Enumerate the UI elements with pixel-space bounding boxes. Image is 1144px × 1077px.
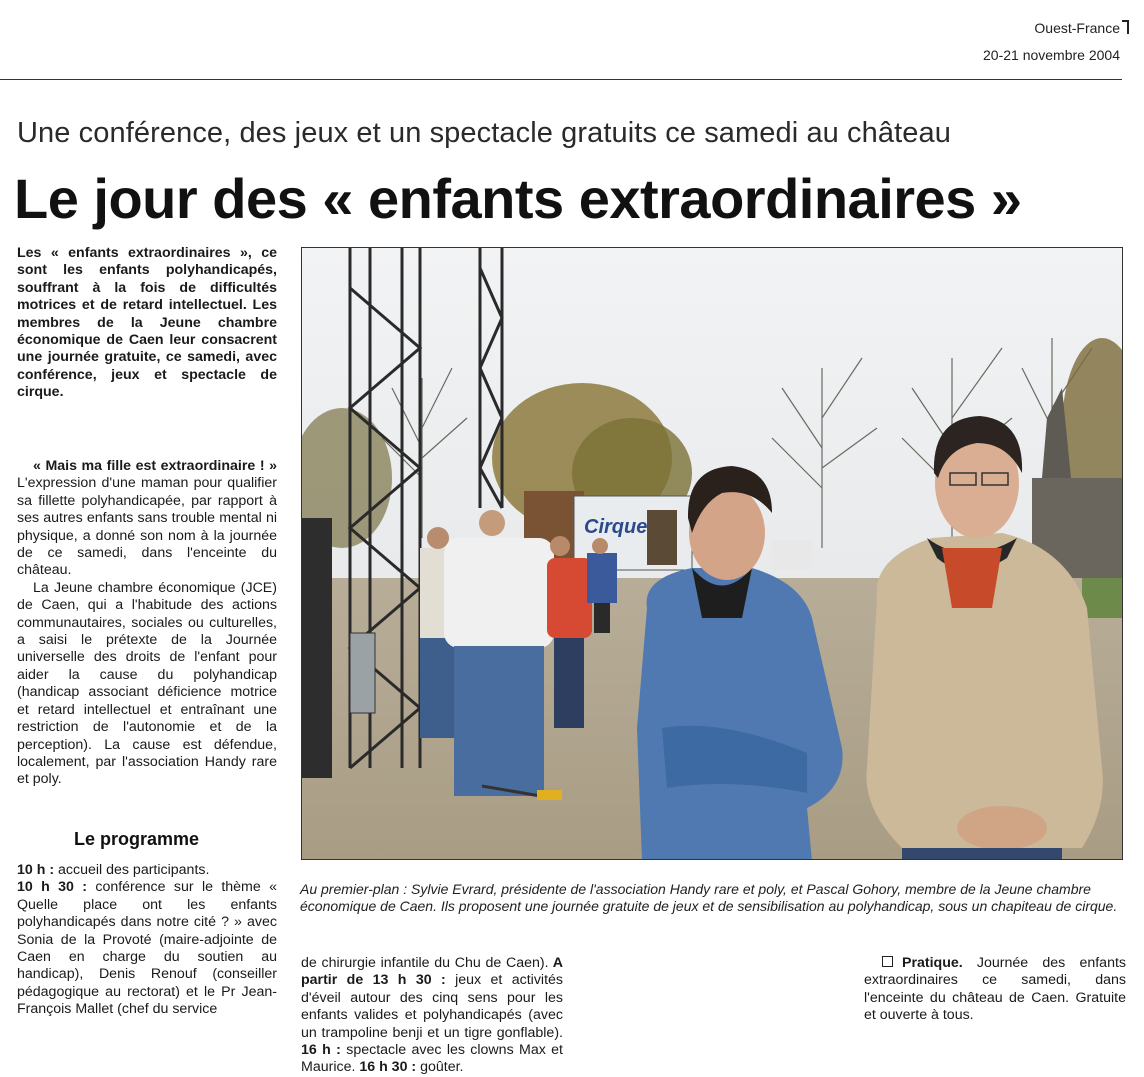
time-16h30: 16 h 30 : bbox=[355, 1059, 417, 1076]
pratique-label: Pratique. bbox=[902, 955, 963, 971]
time-16h: 16 h : bbox=[301, 1042, 341, 1059]
time-10h: 10 h : bbox=[17, 862, 55, 878]
body-paragraph-1 bbox=[17, 458, 277, 580]
programme-item-3: jeux et activités d'éveil autour des cinq sens pour les enfants valides et polyhandicapés (avec un trampoline benji et un tigre gonflable). bbox=[301, 972, 564, 1041]
body-paragraph-2: La Jeune chambre économique (JCE) de Caen, qui a l'habitude des actions communautaires, sociales ou culturelles, a saisi le prétexte de la Journée universelle des droits de l'enfant pour aider la cause du polyhandicap (handicap associant déficience motrice et retard intellectuel et entraînant une restriction de l'autonomie et de la perception). La cause est défendue, localement, par l'association Handy rare et poly. bbox=[17, 579, 277, 788]
article-headline: Le jour des « enfants extraordinaires » bbox=[14, 167, 1022, 230]
programme-item-4: spectacle avec les clowns Max et Maurice. bbox=[301, 1042, 563, 1076]
quote-lead: « Mais ma fille est extraordinaire ! » bbox=[33, 458, 277, 474]
programme-item-5: goûter. bbox=[416, 1059, 464, 1076]
programme-column-2 bbox=[301, 955, 563, 1077]
programme-item-1: accueil des participants. bbox=[54, 862, 210, 878]
programme-heading: Le programme bbox=[74, 829, 200, 849]
article-photo bbox=[301, 247, 1123, 860]
square-bullet-icon bbox=[882, 956, 893, 967]
body-paragraph-1-text: L'expression d'une maman pour qualifier sa fillette polyhandicapée, par rapport à ses autres enfants sans trouble mental ni physique, a donné son nom à la journée de ce samedi, dans l'enceinte du château. bbox=[17, 475, 277, 579]
pratique-text: Journée des enfants extraordinaires ce samedi, dans l'enceinte du château de Caen. Gratuite et ouverte à tous. bbox=[864, 955, 1126, 1024]
photo-caption: Au premier-plan : Sylvie Evrard, présidente de l'association Handy rare et poly, et Pascal Gohory, membre de la Jeune chambre économique de Caen. Ils proposent une journée gratuite de jeux et de sensibilisation au polyhandicap, sous un chapiteau de cirque. bbox=[300, 881, 1118, 915]
corner-mark bbox=[1122, 20, 1129, 34]
article-body bbox=[17, 458, 277, 789]
time-10h30: 10 h 30 : bbox=[17, 879, 87, 896]
programme-item-2-cont: de chirurgie infantile du Chu de Caen). bbox=[301, 955, 549, 971]
header-rule bbox=[0, 79, 1122, 80]
time-13h30: A partir de 13 h 30 : bbox=[301, 955, 563, 989]
article-lead: Les « enfants extraordinaires », ce sont les enfants polyhandicapés, souffrant à la fois de difficultés motrices et de retard intellectuel. Les membres de la Jeune chambre économique de Caen leur consacrent une journée gratuite, ce samedi, avec conférence, jeux et spectacle de cirque. bbox=[17, 245, 277, 401]
programme-item-2: conférence sur le thème « Quelle place ont les enfants polyhandicapés dans notre cité ? » avec Sonia de la Provoté (maire-adjointe de Caen en charge du soutien au handicap), Denis Renouf (conseiller pédagogique au rectorat) et le Pr Jean-François Mallet (chef du service bbox=[17, 879, 277, 1018]
programme-column-1 bbox=[17, 862, 277, 1019]
newspaper-name: Ouest-France bbox=[1034, 20, 1120, 36]
article-kicker: Une conférence, des jeux et un spectacle gratuits ce samedi au château bbox=[17, 117, 951, 149]
pratique-box bbox=[864, 955, 1126, 1025]
truck-sign: Cirque bbox=[584, 516, 648, 538]
publication-date: 20-21 novembre 2004 bbox=[983, 47, 1120, 63]
